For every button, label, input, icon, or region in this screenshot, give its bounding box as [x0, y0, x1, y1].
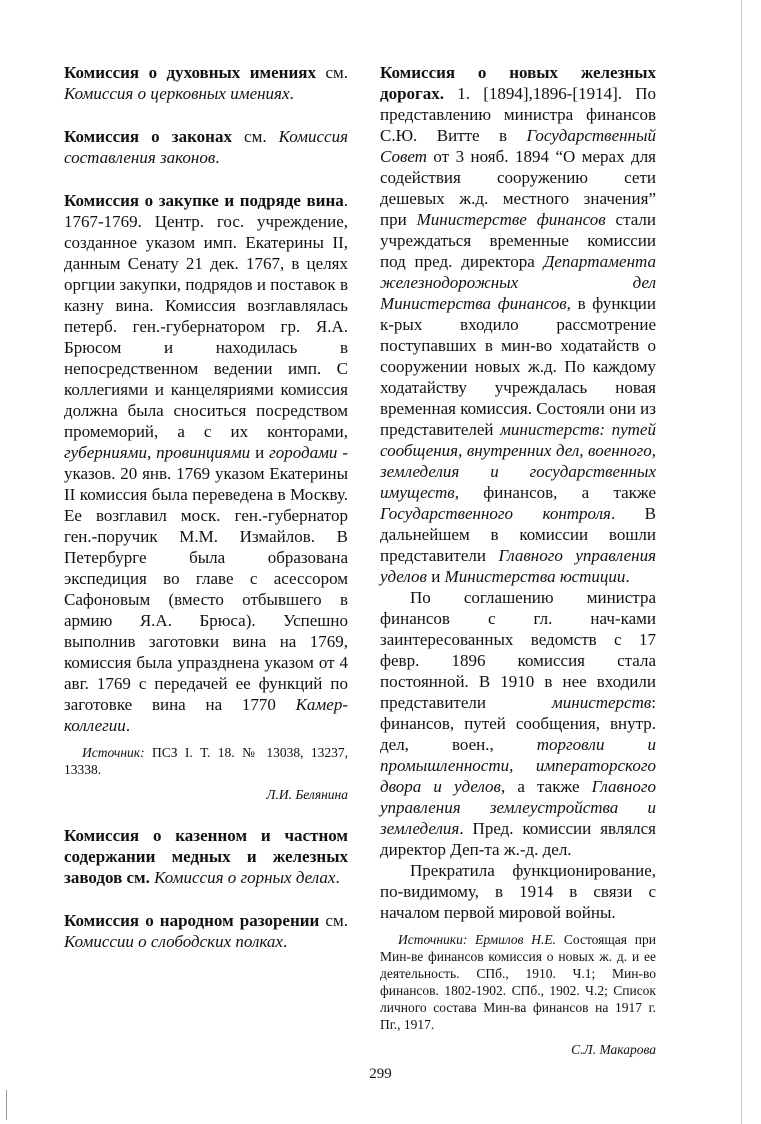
cross-reference: Комиссии о слободских полках [64, 932, 283, 951]
entry-heading: Комиссия о законах [64, 127, 232, 146]
entry-text-run: . [289, 84, 294, 103]
entry-text-run: . [335, 868, 340, 887]
scan-edge-line [741, 0, 742, 1124]
entry-text-run: от 3 нояб. 1894 “О мерах для содействия сооружению сети дешевых ж.д. местного значения” при [380, 147, 656, 229]
scan-edge-mark [6, 1090, 7, 1120]
entry-text [380, 62, 656, 587]
entry-heading: Комиссия о народном разорении [64, 911, 320, 930]
entry-heading: Комиссия о духовных имениях [64, 63, 316, 82]
cross-reference: Департамента железнодорожных дел Министерства финансов [380, 252, 656, 313]
entry-text [64, 190, 348, 736]
cross-reference: губерниями, провинциями [64, 443, 251, 462]
entry-text-run: см. [315, 63, 348, 82]
sources-label: Источники: [398, 932, 468, 947]
entry-text-run: . 1767-1769. Центр. гос. учреждение, созданное указом имп. Екатерины II, данным Сенату 21 дек. 1767, в целях оргции закупки, подрядов и поставок в казну вина. Комиссия возглавлялась петерб. ген.-губернатором гр. Я.А. Брюсом и находилась в непосредственном ведении имп. С коллегиями и канцеляриями комиссия должна была сноситься посредством промеморий, а с их конторами, [64, 191, 348, 441]
entry-text-run: По соглашению министра финансов с гл. нач-ками заинтересованных ведомств с 17 февр. 1896 комиссия стала постоянной. В 1910 в нее входили представители [380, 588, 656, 712]
cross-reference: Комиссия о горных делах [154, 868, 336, 887]
cross-reference: Министерстве финансов [416, 210, 606, 229]
cross-reference: торговли и промышленности, императорского двора и уделов [380, 735, 656, 796]
entry-text-run: и [250, 443, 270, 462]
entry-dukhovnye-imeniya [64, 62, 348, 104]
entry-text [64, 126, 348, 168]
sources-note [380, 931, 656, 1033]
entry-heading: Комиссия о новых железных дорогах. [380, 63, 656, 103]
entry-text-run: и [426, 567, 445, 586]
author-signature: Л.И. Белянина [266, 787, 348, 802]
cross-reference: Министерства юстиции [444, 567, 626, 586]
cross-reference: Главного управления землеустройства и земледелия [380, 777, 656, 838]
entry-paragraph [380, 587, 656, 860]
sources-label: Источник: [82, 745, 145, 760]
cross-reference: Комиссия составления законов [64, 127, 348, 167]
author-signature: С.Л. Макарова [571, 1042, 656, 1057]
cross-reference: Камер-коллегии [64, 695, 348, 735]
cross-reference: Государственный Совет [380, 126, 656, 166]
entry-text-run: . В дальнейшем в комиссии вошли представители [380, 504, 656, 565]
entry-zakupka-vina [64, 190, 348, 803]
entry-text-run: - указов. 20 янв. 1769 указом Екатерины II комиссия была переведена в Москву. Ее возглавил моск. ген.-губернатор ген.-поручик М.М. Измайлов. В Петербурге была образована экспедиция во главе с асессором Сафоновым (вместо отбывшего в армию Я.А. Брюса). Успешно выполнив заготовки вина на 1769, комиссия была упразднена указом от 4 авг. 1769 с передачей ее функций по заготовке вина на 1770 [64, 443, 348, 714]
entry-paragraph: Прекратила функционирование, по-видимому, в 1914 в связи с началом первой мировой войны. [380, 861, 656, 922]
entry-mednye-zavody [64, 825, 348, 888]
entry-text [64, 62, 348, 104]
entry-heading: Комиссия о казенном и частном содержании медных и железных заводов см. [64, 826, 348, 887]
entry-text-run: . [282, 932, 288, 951]
entry-text-run: см. [319, 911, 348, 930]
entry-text-run: . [125, 716, 131, 735]
entry-text-run: . [215, 148, 220, 167]
page-number: 299 [369, 1066, 392, 1082]
left-column [64, 62, 348, 974]
cross-reference: министерств [551, 693, 652, 712]
right-column [380, 62, 656, 1080]
entry-zakony [64, 126, 348, 168]
entry-text-run: : финансов, путей сообщения, внутр. дел, воен., [380, 693, 656, 754]
cross-reference: городами [269, 443, 338, 462]
entry-text-run: . Пред. комиссии являлся директор Деп-та ж.-д. дел. [380, 819, 656, 859]
entry-narodnoe-razorenie [64, 910, 348, 952]
entry-text-run: 1. [1894],1896-[1914]. По представлению министра финансов С.Ю. Витте в [380, 84, 656, 145]
entry-text-run: , в функции к-рых входило рассмотрение поступавших в мин-во ходатайств о сооружении новых ж.д. По каждому ходатайству учреждалась новая временная комиссия. Состояли они из представителей [380, 294, 656, 439]
cross-reference: министерств: путей сообщения, внутренних дел, военного, земледелия и государственных имуществ [380, 420, 656, 502]
sources-text: Состоящая при Мин-ве финансов комиссия о новых ж. д. и ее деятельность. СПб., 1910. Ч.1; Мин-во финансов. 1802-1902. СПб., 1902. Ч.2; Список личного состава Мин-ва финансов на 1917 г. Пг., 1917. [380, 932, 656, 1032]
sources-author: Ермилов Н.Е. [467, 932, 557, 947]
entry-text-run: см. [231, 127, 279, 146]
sources-note [64, 744, 348, 778]
entry-text-run: , финансов, а также [454, 483, 656, 502]
entry-novye-zheleznye-dorogi [380, 62, 656, 1058]
entry-text [64, 825, 348, 888]
entry-text-run: стали учреждаться временные комиссии под пред. директора [380, 210, 656, 271]
entry-text [64, 910, 348, 952]
cross-reference: Государственного контроля [380, 504, 611, 523]
entry-text-run: . [625, 567, 630, 586]
cross-reference: Главного управления уделов [380, 546, 656, 586]
cross-reference: Комиссия о церковных имениях [64, 84, 290, 103]
sources-text: ПСЗ I. Т. 18. № 13038, 13237, 13338. [64, 745, 348, 777]
entry-text-run: , а также [500, 777, 592, 796]
entry-heading: Комиссия о закупке и подряде вина [64, 191, 344, 210]
